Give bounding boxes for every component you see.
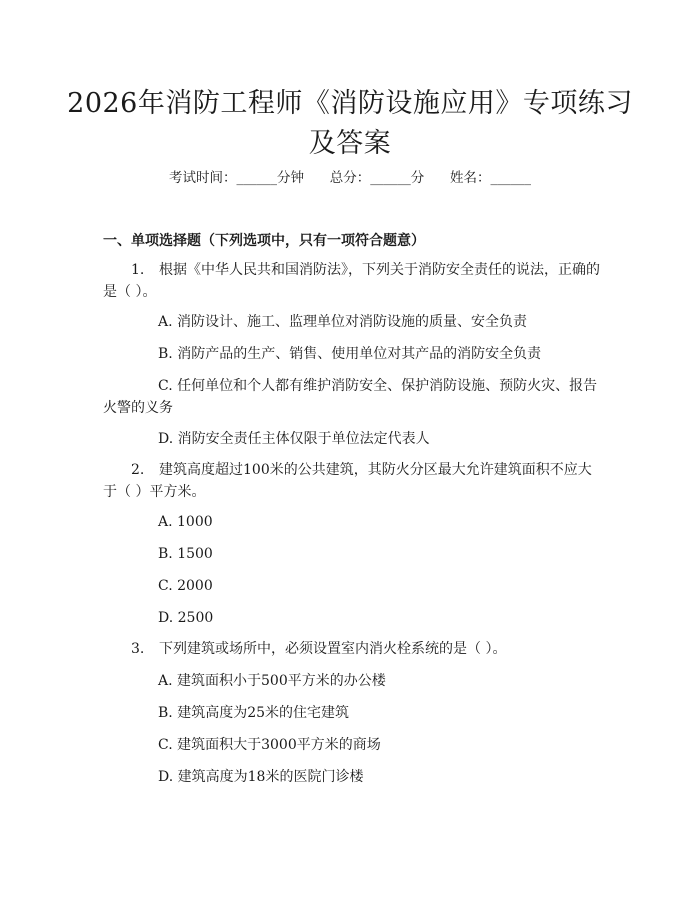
question-number: 1. [131, 262, 145, 278]
option-2a: A. 1000 [158, 514, 213, 530]
option-1d: D. 消防安全责任主体仅限于单位法定代表人 [158, 431, 430, 447]
option-2c: C. 2000 [158, 578, 213, 594]
option-1c: C. 任何单位和个人都有维护消防安全、保护消防设施、预防火灾、报告火警的义务 [103, 378, 598, 416]
option-3a: A. 建筑面积小于500平方米的办公楼 [158, 673, 386, 689]
option-3c: C. 建筑面积大于3000平方米的商场 [158, 737, 381, 753]
question-number: 3. [131, 641, 145, 657]
question-text: 建筑高度超过100米的公共建筑，其防火分区最大允许建筑面积不应大于（ ）平方米。 [103, 462, 592, 500]
question-3 [103, 638, 600, 660]
option-1b: B. 消防产品的生产、销售、使用单位对其产品的消防安全负责 [158, 346, 542, 362]
question-number: 2. [131, 462, 145, 478]
question-text: 下列建筑或场所中，必须设置室内消火栓系统的是（ ）。 [159, 641, 507, 657]
question-2 [103, 459, 600, 503]
option-2b: B. 1500 [158, 546, 213, 562]
option-3d: D. 建筑高度为18米的医院门诊楼 [158, 769, 364, 785]
question-text: 根据《中华人民共和国消防法》，下列关于消防安全责任的说法，正确的是（ ）。 [103, 262, 600, 300]
exam-info-line: 考试时间：______分钟 总分：______分 姓名：______ [169, 170, 531, 186]
option-2d: D. 2500 [158, 610, 214, 626]
question-1 [103, 259, 600, 303]
document-title: 2026年消防工程师《消防设施应用》专项练习及答案 [67, 88, 633, 159]
option-3b: B. 建筑高度为25米的住宅建筑 [158, 705, 350, 721]
option-1a: A. 消防设计、施工、监理单位对消防设施的质量、安全负责 [158, 314, 528, 330]
section-heading: 一、单项选择题（下列选项中，只有一项符合题意） [103, 233, 425, 249]
